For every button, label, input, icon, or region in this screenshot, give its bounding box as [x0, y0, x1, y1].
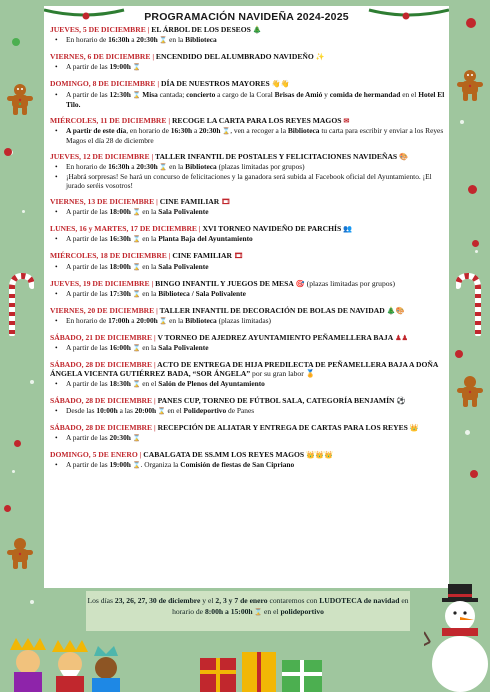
bold-text: Sala Polivalente — [158, 343, 209, 353]
event-title: V TORNEO DE AJEDREZ AYUNTAMIENTO PEÑAMELLERA BAJA — [157, 333, 394, 343]
event-emoji-icon: 🎞 — [233, 252, 244, 261]
event-title: TALLER INFANTIL DE DECORACIÓN DE BOLAS DE NAVIDAD — [159, 305, 385, 315]
text: en horario de — [172, 596, 409, 616]
clock-icon: ⌛ — [130, 380, 143, 388]
separator: | — [149, 278, 156, 288]
separator: | — [152, 360, 158, 370]
text: A partir de las — [66, 62, 110, 72]
bold-text: Biblioteca — [185, 162, 217, 172]
event-date: SÁBADO, 21 DE DICIEMBRE — [50, 333, 153, 343]
clock-icon: ⌛ — [156, 407, 168, 415]
text: En horario de — [66, 162, 109, 172]
event-heading — [50, 360, 449, 378]
event-title: DÍA DE NUESTROS MAYORES — [160, 79, 270, 89]
text: A partir de las — [66, 288, 110, 298]
text: A partir de las — [66, 433, 110, 443]
bold-text: 23, 26, 27, 30 de diciembre — [114, 596, 201, 605]
bold-text: 12:30h — [109, 89, 131, 99]
gingerbread-icon — [6, 82, 34, 116]
event-heading — [50, 79, 449, 89]
event-block — [50, 116, 449, 145]
event-detail — [50, 62, 449, 72]
event-detail — [50, 234, 449, 244]
text: A partir de las — [66, 89, 110, 99]
text: Desde las — [66, 405, 97, 415]
event-heading — [50, 52, 449, 62]
bold-text: Salón de Plenos del Ayuntamiento — [158, 378, 265, 388]
event-note: por su gran labor 🏅 — [250, 369, 316, 379]
event-detail — [50, 343, 449, 353]
ornament-icon — [470, 470, 478, 478]
event-heading — [50, 197, 449, 207]
event-detail — [50, 262, 449, 272]
text: a — [192, 125, 200, 135]
event-heading — [50, 224, 449, 234]
event-date: LUNES, 16 y MARTES, 17 DE DICIEMBRE — [50, 224, 197, 234]
bold-text: 20:30h — [136, 35, 158, 45]
bold-text: 19:00h — [109, 460, 131, 470]
event-detail — [50, 433, 449, 443]
snowman-icon — [424, 582, 490, 692]
event-block — [50, 396, 449, 416]
event-emoji-icon: 🎨 — [399, 152, 409, 161]
text: A partir de las — [66, 234, 110, 244]
three-kings-icon — [2, 636, 122, 692]
event-emoji-icon: ♟♟ — [395, 334, 409, 343]
text: , ven a recoger a la — [230, 125, 288, 135]
event-heading — [50, 25, 449, 35]
event-heading — [50, 450, 449, 460]
garland-icon — [44, 6, 449, 22]
text: a las — [117, 405, 135, 415]
text: . Organiza la — [140, 460, 181, 470]
text: contaremos con — [267, 596, 320, 605]
event-block — [50, 423, 449, 443]
bold-text: 10:00h — [96, 405, 118, 415]
bold-text: Comisión de fiestas de San Cipriano — [180, 460, 295, 470]
text: En horario de — [66, 316, 109, 326]
bold-text: 18:00h — [109, 207, 131, 217]
event-detail — [50, 316, 449, 326]
text: en la — [169, 316, 186, 326]
clock-icon: ⌛ — [157, 318, 170, 326]
text: A partir de las — [66, 207, 110, 217]
clock-icon: ⌛ — [130, 64, 141, 72]
event-title: XVI TORNEO NAVIDEÑO DE PARCHÍS — [202, 224, 342, 234]
event-date: MIÉRCOLES, 11 DE DICIEMBRE — [50, 115, 167, 125]
event-title: EL ÁRBOL DE LOS DESEOS — [151, 25, 251, 34]
event-date: SÁBADO, 28 DE DICIEMBRE — [50, 360, 153, 370]
text: , en horario de — [126, 125, 171, 135]
event-title: ENCENDIDO DEL ALUMBRADO NAVIDEÑO — [155, 52, 314, 62]
bold-text: Brisas de Amió — [274, 89, 323, 99]
separator: | — [149, 151, 155, 161]
event-date: VIERNES, 13 DE DICIEMBRE — [50, 197, 155, 207]
text: y — [322, 89, 330, 99]
text: en la — [169, 35, 186, 45]
text: A partir de las — [66, 343, 110, 353]
clock-icon: ⌛ — [130, 462, 141, 470]
text: y el — [200, 596, 216, 605]
event-date: JUEVES, 5 DE DICIEMBRE — [50, 25, 146, 34]
text: en la — [142, 261, 159, 271]
separator: | — [154, 305, 160, 315]
event-emoji-icon: 👑 — [409, 423, 419, 432]
bold-text: 17:30h — [109, 288, 131, 298]
bold-text: 8:00h a 15:00h — [204, 607, 253, 616]
event-date: VIERNES, 20 DE DICIEMBRE — [50, 305, 155, 315]
text: a — [129, 316, 137, 326]
event-note: (plazas limitadas por grupos) — [304, 278, 396, 288]
bold-text: Planta Baja del Ayuntamiento — [158, 234, 253, 244]
event-block — [50, 25, 449, 45]
event-block — [50, 152, 449, 190]
separator: | — [152, 395, 158, 405]
bold-text: 16:00h — [109, 343, 131, 353]
event-block — [50, 251, 449, 271]
bold-text: 16:30h — [108, 35, 130, 45]
separator: | — [150, 52, 156, 62]
text: de Panes — [226, 405, 255, 415]
event-date: SÁBADO, 28 DE DICIEMBRE — [50, 422, 153, 432]
candy-cane-icon — [456, 272, 486, 336]
event-heading — [50, 423, 449, 433]
snow-dot — [475, 250, 478, 253]
event-block — [50, 279, 449, 299]
clock-icon: ⌛ — [157, 37, 170, 45]
separator: | — [166, 251, 173, 261]
separator: | — [166, 115, 172, 125]
event-emoji-icon: 👥 — [343, 225, 353, 234]
bold-text: 2, 3 y 7 de enero — [215, 596, 268, 605]
text: en la — [142, 207, 159, 217]
text: En horario de — [66, 35, 109, 45]
gift-icon — [196, 650, 326, 692]
event-detail — [50, 162, 449, 172]
clock-icon: ⌛ — [130, 236, 143, 244]
event-date: JUEVES, 12 DE DICIEMBRE — [50, 151, 150, 161]
event-emoji-icon: ✉ — [343, 116, 350, 125]
event-date: DOMINGO, 5 DE ENERO — [50, 450, 138, 460]
separator: | — [155, 79, 161, 89]
event-title: CINE FAMILIAR — [172, 251, 232, 261]
bold-text: 18:00h — [109, 261, 131, 271]
text: (plazas limitadas por grupos) — [216, 162, 305, 172]
event-emoji-icon: 👋👋 — [271, 80, 290, 89]
event-block — [50, 79, 449, 108]
event-title: RECOGE LA CARTA PARA LOS REYES MAGOS — [171, 115, 342, 125]
clock-icon: ⌛ — [130, 209, 143, 217]
clock-icon: ⌛ — [130, 435, 141, 443]
text: a — [129, 35, 137, 45]
text: en el — [142, 378, 159, 388]
bold-text: Misa — [142, 89, 158, 99]
bold-text: 20:30h — [109, 433, 131, 443]
text: ¡Habrá sorpresas! Se hará un concurso de felicitaciones y la ganadora será subida al Facebook oficial del Ayuntamiento. ¡El jurado seréis vosotros! — [66, 172, 432, 191]
bold-text: Sala Polivalente — [158, 207, 209, 217]
event-heading — [50, 306, 449, 316]
page-title: PROGRAMACIÓN NAVIDEÑA 2024-2025 — [144, 11, 349, 23]
snow-dot — [22, 210, 25, 213]
clock-icon: ⌛ — [130, 290, 143, 298]
clock-icon: ⌛ — [252, 609, 264, 616]
snow-dot — [12, 470, 15, 473]
text: a — [129, 162, 137, 172]
event-heading — [50, 251, 449, 261]
clock-icon: ⌛ — [220, 127, 231, 135]
gingerbread-icon — [456, 374, 484, 408]
bold-text: 20:30h — [199, 125, 221, 135]
bold-text: 16:30h — [109, 234, 131, 244]
text: en el — [264, 607, 281, 616]
bold-text: LUDOTECA de navidad — [319, 596, 400, 605]
clock-icon: ⌛ — [130, 263, 143, 271]
text: en la — [142, 234, 159, 244]
clock-icon: ⌛ — [130, 345, 143, 353]
text: tu carta para escribir y enviar a los Reyes Magos el día 28 de diciembre — [66, 125, 444, 145]
event-block — [50, 450, 449, 470]
text: A partir de las — [66, 261, 110, 271]
event-title: TALLER INFANTIL DE POSTALES Y FELICITACIONES NAVIDEÑAS — [154, 151, 398, 161]
ornament-icon — [4, 148, 12, 156]
bold-text: 19:00h — [109, 62, 131, 72]
event-detail — [50, 289, 449, 299]
snow-dot — [465, 430, 470, 435]
event-title: CABALGATA DE SS.MM LOS REYES MAGOS — [143, 450, 305, 460]
separator: | — [152, 333, 158, 343]
program-sheet — [44, 6, 449, 588]
snow-dot — [460, 120, 464, 124]
event-date: VIERNES, 6 DE DICIEMBRE — [50, 52, 151, 62]
snow-dot — [30, 380, 34, 384]
event-emoji-icon: 🎞 — [221, 198, 231, 207]
event-detail — [50, 207, 449, 217]
event-block — [50, 333, 449, 353]
event-heading — [50, 396, 449, 406]
text: A partir de las — [66, 378, 110, 388]
text: en el — [400, 89, 419, 99]
ornament-icon — [14, 440, 21, 447]
ornament-icon — [468, 185, 477, 194]
bold-text: 20:00h — [136, 316, 158, 326]
bold-text: 20:00h — [134, 405, 157, 415]
event-detail — [50, 35, 449, 45]
event-title: PANES CUP, TORNEO DE FÚTBOL SALA, CATEGORÍA BENJAMÍN — [157, 395, 395, 405]
bold-text: 17:00h — [108, 316, 130, 326]
ornament-icon — [466, 18, 476, 28]
bold-text: comida de hermandad — [329, 89, 401, 99]
event-date: JUEVES, 19 DE DICIEMBRE — [50, 278, 150, 288]
bold-text: Hotel El Tilo. — [66, 89, 445, 109]
event-detail — [50, 90, 449, 109]
text: Los días — [87, 596, 115, 605]
bold-text: Biblioteca — [287, 125, 320, 135]
gingerbread-icon — [6, 536, 34, 570]
event-date: DOMINGO, 8 DE DICIEMBRE — [50, 79, 156, 89]
ludoteca-info-box — [86, 591, 410, 631]
event-emoji-icon: 🎯 — [295, 279, 305, 288]
bold-text: 16:30h — [170, 125, 193, 135]
separator: | — [137, 450, 144, 460]
event-block — [50, 306, 449, 326]
event-block — [50, 224, 449, 244]
separator: | — [197, 224, 203, 234]
event-heading — [50, 152, 449, 162]
bold-text: 20:30h — [136, 162, 158, 172]
bold-text: Sala Polivalente — [158, 261, 209, 271]
events-list — [44, 25, 449, 470]
bold-text: Biblioteca / Sala Polivalente — [158, 288, 246, 298]
event-heading — [50, 279, 449, 289]
event-block — [50, 197, 449, 217]
text: A partir de las — [66, 460, 110, 470]
event-emoji-icon: 🎄🎨 — [386, 306, 405, 315]
event-emoji-icon: 👑👑👑 — [306, 451, 334, 460]
event-title: RECEPCIÓN DE ALIATAR Y ENTREGA DE CARTAS PARA LOS REYES — [157, 422, 408, 432]
bold-text: A partir de este día — [66, 125, 127, 135]
event-emoji-icon: ⚽ — [396, 396, 406, 405]
ornament-icon — [472, 240, 479, 247]
bold-text: Biblioteca — [185, 35, 217, 45]
separator: | — [154, 197, 160, 207]
text: cantada; — [157, 89, 187, 99]
event-heading — [50, 333, 449, 343]
event-detail — [50, 172, 449, 190]
ornament-icon — [4, 505, 11, 512]
event-emoji-icon: 🎄 — [252, 26, 262, 34]
event-date: MIÉRCOLES, 18 DE DICIEMBRE — [50, 251, 167, 261]
text: en la — [142, 343, 159, 353]
event-detail — [50, 126, 449, 145]
ornament-icon — [12, 38, 20, 46]
event-detail — [50, 460, 449, 470]
event-title: ACTO DE ENTREGA DE HIJA PREDILECTA DE PEÑAMELLERA BAJA A DOÑA ÁNGELA VICENTA GUTIÉRREZ BADA, “SOR ÁNGELA” — [50, 360, 438, 379]
text: en la — [142, 288, 159, 298]
text: en el — [167, 405, 184, 415]
event-detail — [50, 379, 449, 389]
event-title: BINGO INFANTIL Y JUEGOS DE MESA — [155, 278, 294, 288]
event-block — [50, 360, 449, 388]
bold-text: Polideportivo — [183, 405, 227, 415]
ornament-icon — [455, 350, 463, 358]
bold-text: 16:30h — [108, 162, 130, 172]
event-heading — [50, 116, 449, 126]
bold-text: 18:30h — [109, 378, 131, 388]
text: en la — [169, 162, 186, 172]
text: (plazas limitadas) — [216, 316, 271, 326]
event-detail — [50, 406, 449, 416]
event-emoji-icon: ✨ — [315, 53, 325, 62]
clock-icon: ⌛ — [157, 164, 170, 172]
gingerbread-icon — [456, 68, 484, 102]
event-date: SÁBADO, 28 DE DICIEMBRE — [50, 395, 153, 405]
event-block — [50, 52, 449, 72]
snow-dot — [30, 600, 34, 604]
event-title: CINE FAMILIAR — [159, 197, 220, 207]
bold-text: Biblioteca — [185, 316, 217, 326]
bold-text: concierto — [186, 89, 216, 99]
candy-cane-icon — [4, 272, 34, 336]
clock-icon: ⌛ — [130, 91, 143, 99]
text: a cargo de la Coral — [215, 89, 275, 99]
bold-text: polideportivo — [280, 607, 324, 616]
separator: | — [145, 25, 152, 34]
separator: | — [152, 422, 158, 432]
